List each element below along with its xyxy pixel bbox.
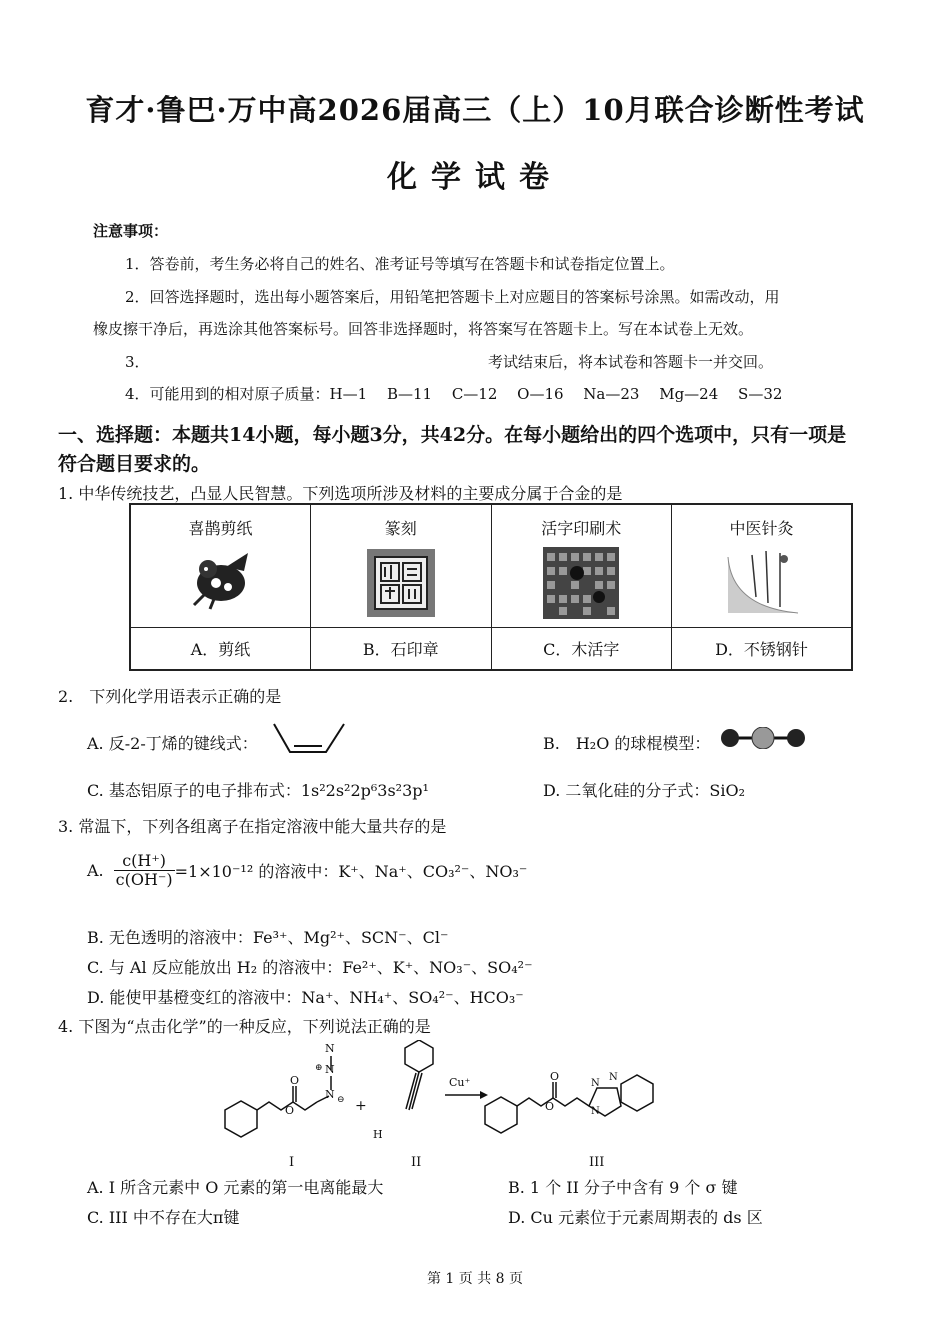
- q1-option-a: A．剪纸: [130, 628, 311, 671]
- q3-option-a-text: =1×10⁻¹² 的溶液中：K⁺、Na⁺、CO₃²⁻、NO₃⁻: [174, 862, 528, 881]
- svg-text:N: N: [609, 1072, 618, 1083]
- q3-option-b: B. 无色透明的溶液中：Fe³⁺、Mg²⁺、SCN⁻、Cl⁻: [87, 928, 449, 947]
- catalyst-label: Cu⁺: [449, 1076, 471, 1089]
- q1-option-d: D．不锈钢针: [672, 628, 853, 671]
- q3-fraction-numerator: c(H⁺): [114, 852, 175, 871]
- svg-text:⊖: ⊖: [337, 1095, 345, 1105]
- q3-option-a-label: A.: [87, 861, 104, 880]
- q1-cell-acupuncture: [672, 504, 853, 628]
- q1-cell-seal: [311, 504, 492, 628]
- q1-cell-papercut: [130, 504, 311, 628]
- q3-fraction: [114, 852, 175, 889]
- notice-item-2-cont: 橡皮擦干净后，再选涂其他答案标号。回答非选择题时，将答案写在答题卡上。写在本试卷上无效。: [93, 320, 754, 338]
- q1-stem: 1. 中华传统技艺，凸显人民智慧。下列选项所涉及材料的主要成分属于合金的是: [58, 484, 623, 503]
- notice-item-1: 1．答卷前，考生务必将自己的姓名、准考证号等填写在答题卡和试卷指定位置上。: [125, 255, 675, 273]
- section-heading-line1: 一、选择题：本题共14小题，每小题3分，共42分。在每小题给出的四个选项中，只有一项是: [58, 424, 847, 446]
- svg-text:⊕: ⊕: [315, 1063, 323, 1073]
- svg-text:N: N: [325, 1088, 335, 1101]
- q1-cell-type: [491, 504, 672, 628]
- trans-2-butene-skeletal-image: [270, 720, 348, 756]
- q3-option-c: C. 与 Al 反应能放出 H₂ 的溶液中：Fe²⁺、K⁺、NO₃⁻、SO₄²⁻: [87, 958, 533, 977]
- compound-ii-structure: [405, 1040, 433, 1110]
- svg-text:N: N: [325, 1063, 335, 1076]
- svg-text:O: O: [290, 1074, 300, 1087]
- svg-text:O: O: [285, 1104, 295, 1117]
- page-footer: 第 1 页 共 8 页: [426, 1271, 524, 1287]
- q3-fraction-denominator: c(OH⁻): [115, 870, 173, 889]
- acupuncture-needle-image: [722, 547, 802, 619]
- svg-text:N: N: [591, 1106, 600, 1117]
- magpie-papercut-image: [186, 547, 256, 613]
- section-heading-line2: 符合题目要求的。: [58, 453, 211, 475]
- q2-stem: 2. 下列化学用语表示正确的是: [58, 687, 282, 706]
- notice-item-3-text: 考试结束后，将本试卷和答题卡一并交回。: [488, 353, 774, 371]
- q4-option-a: A. I 所含元素中 O 元素的第一电离能最大: [87, 1178, 384, 1197]
- compound-label-i: I: [289, 1155, 295, 1170]
- stone-seal-image: [365, 547, 437, 619]
- q1-option-c: C．木活字: [491, 628, 672, 671]
- q4-option-d: D. Cu 元素位于元素周期表的 ds 区: [508, 1208, 763, 1227]
- movable-type-image: [543, 547, 619, 619]
- q1-table: [129, 503, 853, 671]
- svg-text:H: H: [373, 1128, 383, 1141]
- click-reaction-scheme-image: [205, 1040, 815, 1170]
- svg-text:O: O: [550, 1070, 560, 1083]
- q1-header-seal: 篆刻: [384, 519, 417, 538]
- compound-label-ii: II: [411, 1155, 422, 1170]
- notice-item-3: 3．: [125, 353, 150, 371]
- svg-text:O: O: [545, 1100, 555, 1113]
- compound-iii-structure: [485, 1075, 653, 1133]
- q1-header-papercut: 喜鹊剪纸: [188, 519, 253, 538]
- q1-header-acupuncture: 中医针灸: [729, 519, 794, 538]
- compound-label-iii: III: [589, 1155, 605, 1170]
- exam-title: 育才·鲁巴·万中高2026届高三（上）10月联合诊断性考试: [85, 93, 865, 127]
- q2-option-d: D. 二氧化硅的分子式：SiO₂: [543, 781, 746, 800]
- svg-text:+: +: [355, 1098, 367, 1114]
- q3-option-d: D. 能使甲基橙变红的溶液中：Na⁺、NH₄⁺、SO₄²⁻、HCO₃⁻: [87, 988, 524, 1007]
- q4-option-b: B. 1 个 II 分子中含有 9 个 σ 键: [508, 1178, 738, 1197]
- notice-heading: 注意事项：: [93, 222, 169, 240]
- q4-option-c: C. III 中不存在大π键: [87, 1208, 240, 1227]
- q2-option-a: A. 反-2-丁烯的键线式：: [87, 734, 258, 753]
- q3-option-a: [87, 852, 527, 889]
- notice-item-4: 4．可能用到的相对原子质量：H—1 B—11 C—12 O—16 Na—23 Mg—24 S—32: [125, 385, 783, 403]
- q1-option-b: B．石印章: [311, 628, 492, 671]
- q3-stem: 3. 常温下，下列各组离子在指定溶液中能大量共存的是: [58, 817, 447, 836]
- q4-stem: 4. 下图为“点击化学”的一种反应，下列说法正确的是: [58, 1017, 431, 1036]
- svg-text:N: N: [591, 1078, 600, 1089]
- svg-text:N: N: [325, 1042, 335, 1055]
- notice-item-2: 2．回答选择题时，选出每小题答案后，用铅笔把答题卡上对应题目的答案标号涂黑。如需改动，用: [125, 288, 780, 306]
- exam-subtitle: 化学试卷: [387, 160, 563, 195]
- q1-header-type: 活字印刷术: [541, 519, 622, 538]
- q2-option-c: C. 基态铝原子的电子排布式：1s²2s²2p⁶3s²3p¹: [87, 781, 429, 800]
- q2-option-b: B. H₂O 的球棍模型：: [543, 734, 711, 753]
- h2o-ball-stick-model-image: [718, 727, 808, 749]
